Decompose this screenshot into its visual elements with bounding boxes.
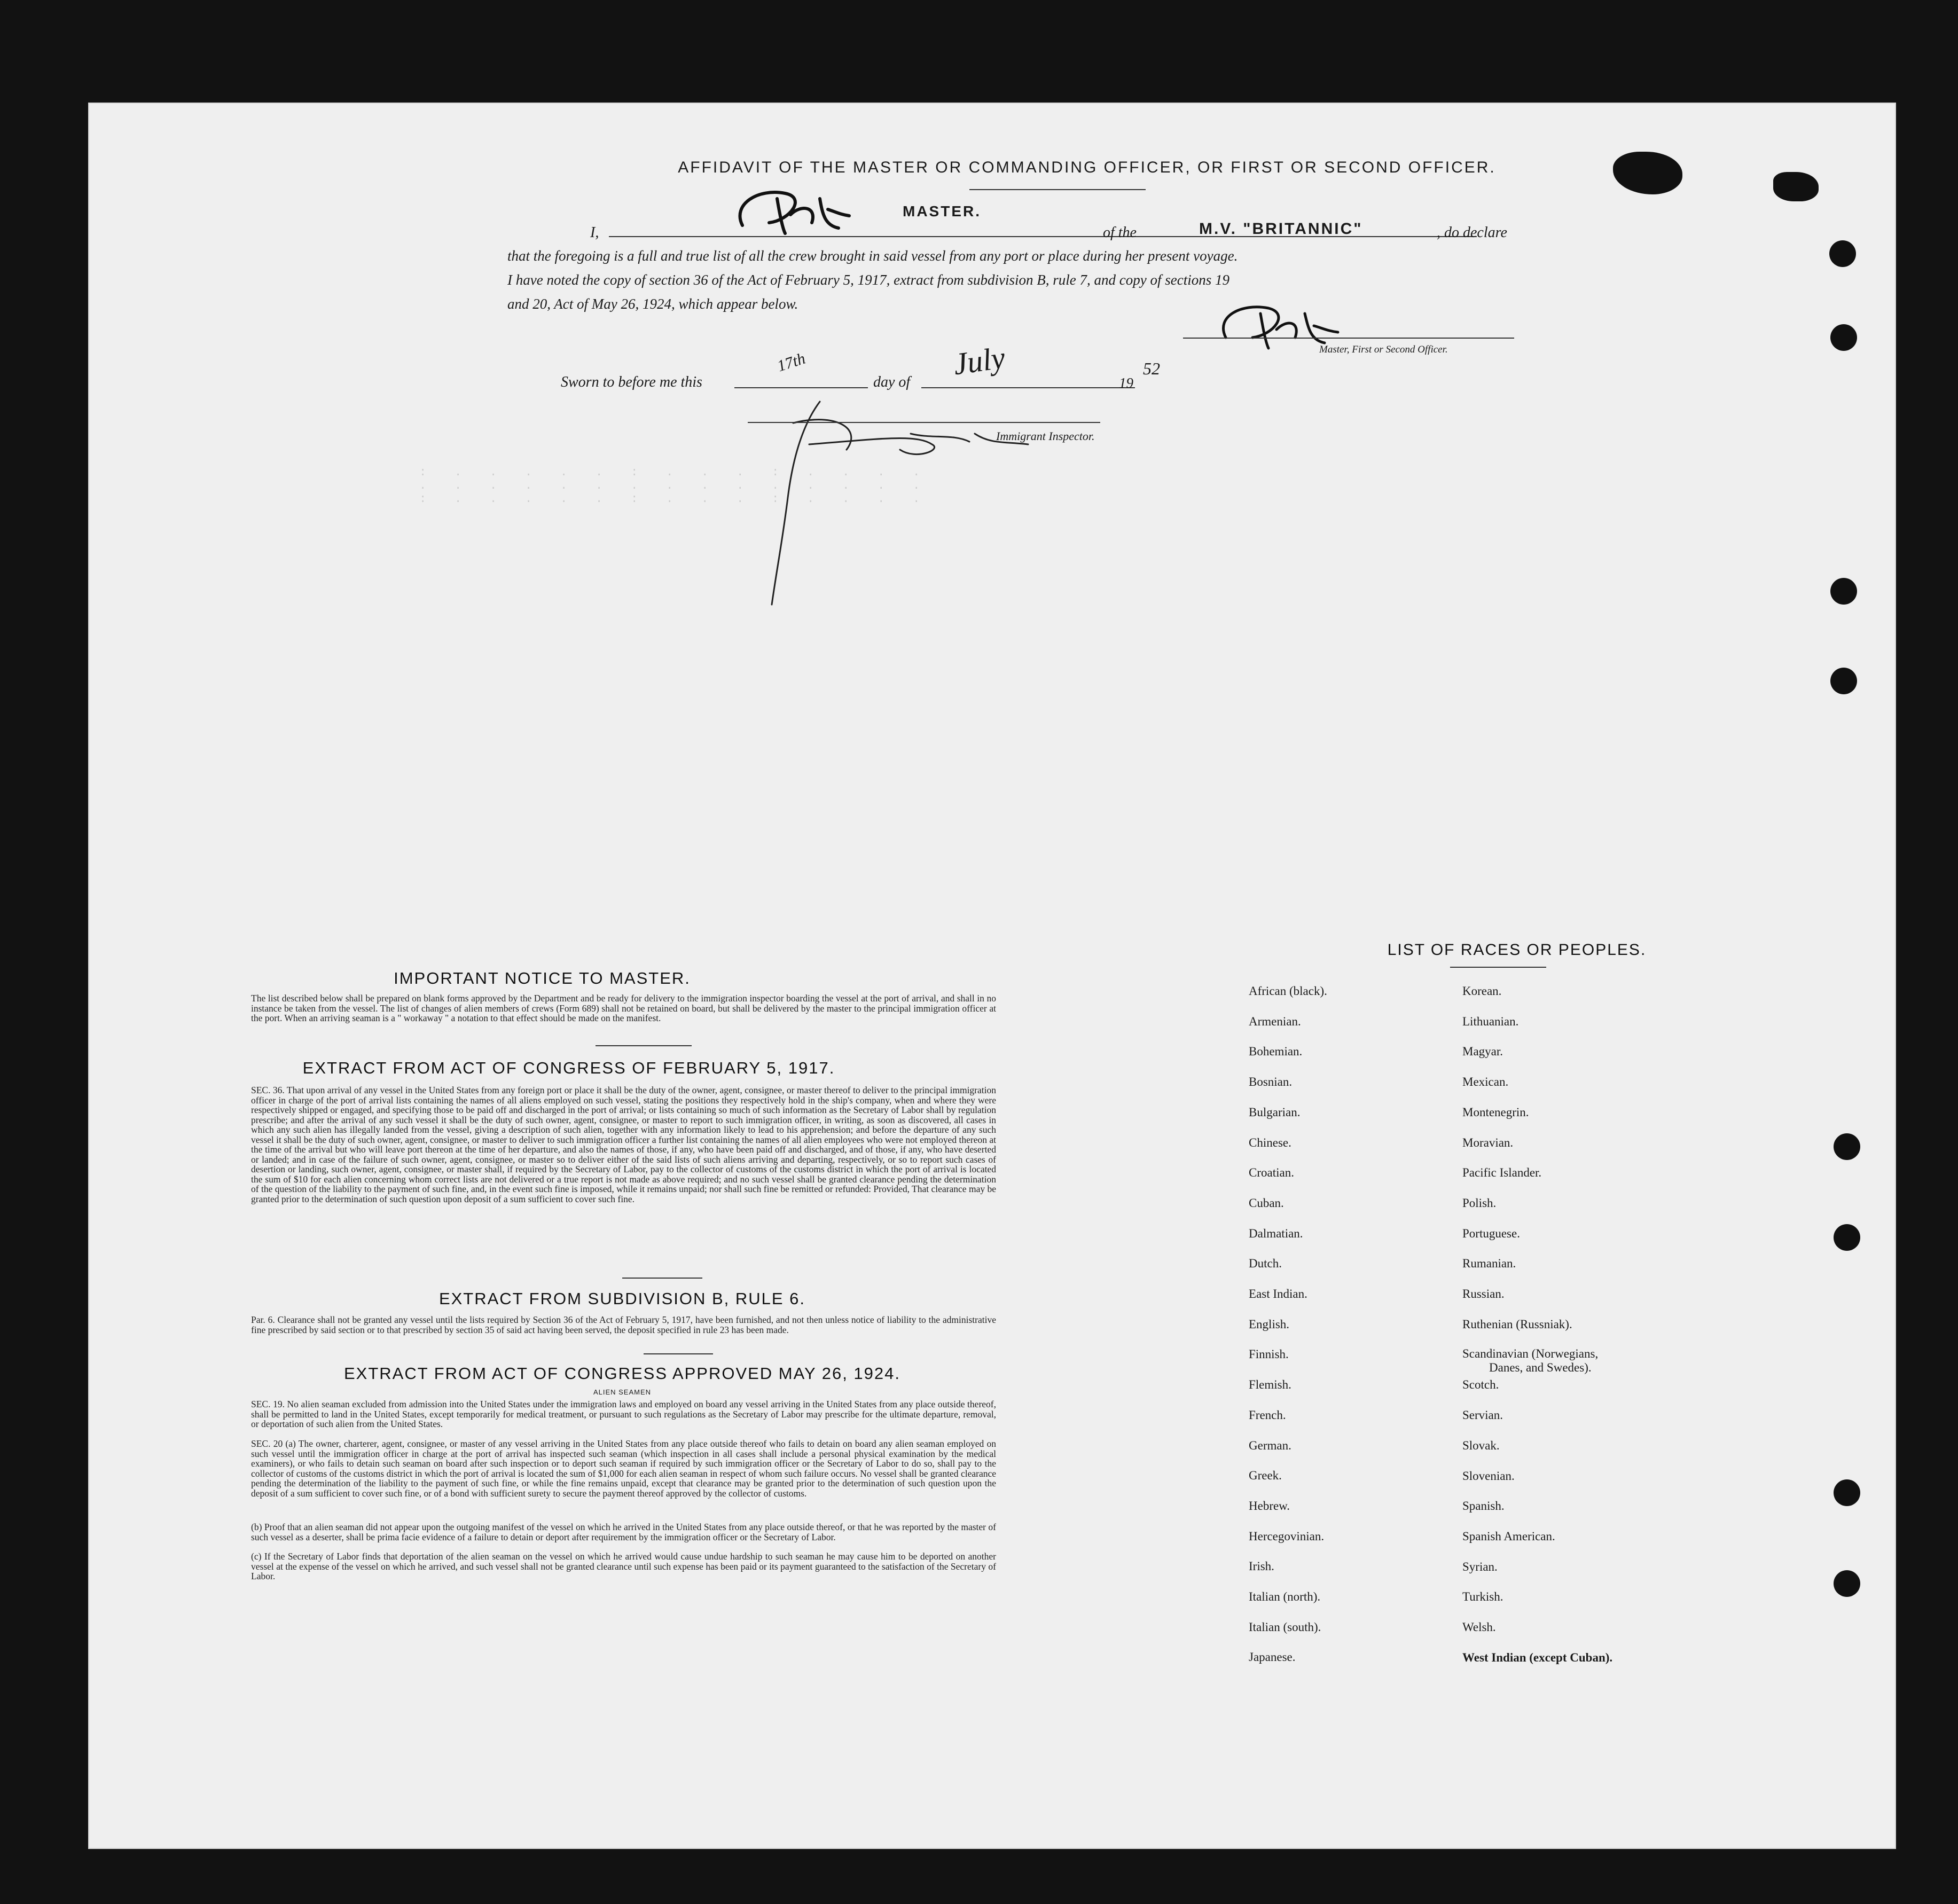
notice-text: The list described below shall be prepared on blank forms approved by the Department and be ready for delivery to the immigration inspector boarding the vessel at the port of arrival, and shall in no instance be taken from the vessel. The list of changes of alien members of crews (Form 689) shall not be retained on board, but shall be delivered by the master to the principal immigration officer at the port. When an arriving seaman is a " workaway " a notation to that effect should be made on the manifest. [251,993,996,1023]
notice-title: IMPORTANT NOTICE TO MASTER. [394,969,691,988]
race-item: East Indian. [1249,1287,1307,1301]
inspector-caption: Immigrant Inspector. [996,429,1095,443]
punch-hole [1829,240,1856,267]
bleed-through-text: : . . . . . : . . . : . . . . . . . . . . . . . . . . . . . : . . . . . : . . . : . . . . [419,466,920,506]
race-item: English. [1249,1317,1290,1331]
race-item: Italian (north). [1249,1590,1321,1604]
punch-hole [1834,1479,1860,1506]
race-item: Chinese. [1249,1135,1291,1149]
extract-1924-sec19: SEC. 19. No alien seaman excluded from admission into the United States under the immigration laws and employed on board any vessel arriving in the United States from any place outside thereof, shall be permitted to land in the United States, except temporarily for medical treatment, or pursuant to such regulations as the Secretary of Labor may prescribe for the ultimate departure, removal, or deportation of such alien from the United States. [251,1399,996,1429]
race-item: Armenian. [1249,1014,1301,1028]
extract-1924-title: EXTRACT FROM ACT OF CONGRESS APPROVED MAY 26, 1924. [343,1364,901,1383]
race-item: Welsh. [1462,1620,1496,1634]
punch-hole [1834,1570,1860,1597]
extract-1924-sec20b: (b) Proof that an alien seaman did not appear upon the outgoing manifest of the vessel on which he arrived in the United States from any place outside thereof, or that he was reported by the master of such vessel as a deserter, shall be prima facie evidence of a failure to detain or deport after requirement by the immigration officer or the Secretary of Labor. [251,1522,996,1542]
day-of-label: day of [873,374,911,390]
extract-1924-subtitle: ALIEN SEAMEN [593,1388,652,1396]
extract-1924-sec20a: SEC. 20 (a) The owner, charterer, agent, consignee, or master of any vessel arriving in the United States from any place outside thereof who fails to detain on board any alien seaman employed on such vessel until the immigration officer in charge at the port of arrival has inspected such seaman (which inspection in all cases shall include a personal physical examination by the medical examiners), or who fails to detain such seaman on board after such inspection or to deport such seaman if required by such immigration officer or the Secretary of Labor to do so, shall pay to the collector of customs of the customs district in which the port of arrival is located the sum of $1,000 for each alien seaman in respect of whom such failure occurs. No vessel shall be granted clearance pending the determination of the liability to the payment of such fine, or while the fine remains unpaid, except that clearance may be granted prior to the determination of such question upon the deposit of a sum sufficient to cover such fine, or of a bond with sufficient surety to secure the payment thereof approved by the collector of customs. [251,1438,996,1499]
affidavit-line3: I have noted the copy of section 36 of the Act of February 5, 1917, extract from subdivision B, rule 7, and copy of sections 19 [507,272,1229,288]
race-item: German. [1249,1438,1291,1452]
race-item: Slovak. [1462,1438,1500,1452]
race-item: Bulgarian. [1249,1105,1301,1119]
ink-blot [1773,172,1819,201]
race-item: Mexican. [1462,1075,1509,1089]
inspector-signature [740,391,1039,615]
extract-1917-rule [622,1278,702,1279]
punch-hole [1830,668,1857,694]
race-item: Flemish. [1249,1378,1291,1392]
extract-1917-title: EXTRACT FROM ACT OF CONGRESS OF FEBRUARY 5, 1917. [302,1059,835,1077]
extract-rule6-rule [644,1353,713,1354]
of-the-label: of the [1103,224,1137,241]
race-item: Pacific Islander. [1462,1166,1542,1180]
race-item: Korean. [1462,984,1502,998]
race-item: Slovenian. [1462,1469,1515,1483]
master-name-line [609,236,1175,237]
manifest-sheet [88,103,1896,1849]
sworn-month: July [951,340,1007,382]
race-item: Dalmatian. [1249,1226,1303,1240]
master-signature-top [726,183,855,241]
race-item: Hebrew. [1249,1499,1290,1513]
race-item: Moravian. [1462,1135,1514,1149]
ink-blot [1613,152,1682,194]
race-item: Italian (south). [1249,1620,1321,1634]
punch-hole [1834,1224,1860,1251]
race-item: Russian. [1462,1287,1505,1301]
races-right-column [1462,976,1612,1673]
race-item: Croatian. [1249,1166,1294,1180]
affidavit-line2: that the foregoing is a full and true list of all the crew brought in said vessel from any port or place during her present voyage. [507,248,1238,264]
year-suffix: 52 [1143,359,1160,378]
races-left-column [1249,976,1327,1673]
race-item: Montenegrin. [1462,1105,1529,1119]
race-item: Lithuanian. [1462,1014,1519,1028]
race-item: African (black). [1249,984,1327,998]
race-item: Danes, and Swedes). [1489,1361,1592,1375]
race-item: French. [1249,1408,1286,1422]
race-item: Hercegovinian. [1249,1529,1325,1543]
race-item: Scotch. [1462,1378,1499,1392]
inspector-line [748,422,1100,423]
month-line [921,387,1135,388]
races-rule [1450,967,1546,968]
notice-rule [596,1045,692,1046]
race-item: Magyar. [1462,1045,1503,1059]
extract-rule6-text: Par. 6. Clearance shall not be granted any vessel until the lists required by Section 36 of the Act of February 5, 1917, have been furnished, and not then unless notice of liability to the administrative fine prescribed by said section or to that prescribed by section 35 of said act having been served, the deposit specified in rule 23 has been made. [251,1314,996,1335]
officer-signature-line [1183,338,1514,339]
race-item: Bosnian. [1249,1075,1293,1089]
master-label: MASTER. [903,203,981,220]
race-item: Greek. [1249,1469,1282,1483]
title-underline [969,189,1146,190]
race-item: Servian. [1462,1408,1503,1422]
affidavit-title: AFFIDAVIT OF THE MASTER OR COMMANDING OFFICER, OR FIRST OR SECOND OFFICER. [678,159,1496,176]
punch-hole [1830,324,1857,351]
race-item: Spanish. [1462,1499,1505,1513]
race-item: Turkish. [1462,1590,1503,1604]
race-item: Polish. [1462,1196,1497,1210]
i-label: I, [590,224,599,241]
sworn-label: Sworn to before me this [561,374,702,390]
race-item: Finnish. [1249,1347,1289,1361]
affidavit-line4: and 20, Act of May 26, 1924, which appear below. [507,296,798,312]
vessel-name: M.V. "BRITANNIC" [1199,220,1363,238]
race-item: Rumanian. [1462,1257,1516,1271]
extract-1924-sec20c: (c) If the Secretary of Labor finds that deportation of the alien seaman on the vessel on which he arrived would cause undue hardship to such seaman he may cause him to be deported on another vessel at the expense of the vessel on which he arrived, and such vessel shall not be granted clearance until such expense has been paid or its payment guaranteed to the satisfaction of the Secretary of Labor. [251,1551,996,1581]
officer-caption: Master, First or Second Officer. [1319,344,1448,355]
punch-hole [1834,1133,1860,1160]
race-item: Cuban. [1249,1196,1284,1210]
race-item: Dutch. [1249,1257,1282,1271]
extract-1917-text: SEC. 36. That upon arrival of any vessel in the United States from any foreign port or place it shall be the duty of the owner, agent, consignee, or master thereof to deliver to the principal immigration officer in charge of the port of arrival lists containing the names of all aliens employed on such vessel, stating the positions they respectively hold in the ship's company, when and where they were respectively shipped or engaged, and specifying those to be paid off and discharged in the port of arrival; or lists containing so much of such information as the Secretary of Labor shall by regulation prescribe; and after the arrival of any such vessel it shall be the duty of such owner, agent, consignee, or master to report to such immigration officer, in writing, as soon as discovered, all cases in which any such alien has illegally landed from the vessel, giving a description of such alien, together with any information likely to lead to his apprehension; and before the departure of any such vessel it shall be the duty of such owner, agent, consignee, or master to deliver to such immigration officer a further list containing the names of all alien employees who were not employed thereon at the time of the arrival but who will leave port thereon at the time of her departure, and also the names of those, if any, who have been paid off and discharged, and of those, if any, who have deserted or landed; and in case of the failure of such owner, agent, consignee, or master so to deliver either of the said lists of such aliens arriving and departing, respectively, or so to report such cases of desertion or landing, such owner, agent, consignee, or master shall, if required by the Secretary of Labor, pay to the collector of customs of the customs district in which the port of arrival is located the sum of $10 for each alien concerning whom correct lists are not delivered or a true report is not made as above required; and no such vessel shall be granted clearance pending the determination of the question of the liability to the payment of such fine, and, in the event such fine is imposed, while it remains unpaid; nor shall such fine be remitted or refunded: Provided, That clearance may be granted prior to the determination of such question upon deposit of a sum sufficient to cover such fine. [251,1085,996,1204]
punch-hole [1830,578,1857,605]
sworn-day: 17th [775,349,808,375]
do-declare: , do declare [1437,224,1507,241]
race-item: Irish. [1249,1560,1274,1573]
day-line [734,387,868,388]
races-title: LIST OF RACES OR PEOPLES. [1387,941,1647,959]
extract-rule6-title: EXTRACT FROM SUBDIVISION B, RULE 6. [438,1289,806,1308]
race-item: Portuguese. [1462,1226,1520,1240]
race-item: Japanese. [1249,1650,1296,1664]
race-item: Ruthenian (Russniak). [1462,1317,1572,1331]
race-item: Spanish American. [1462,1529,1555,1543]
year-prefix: 19 [1119,375,1133,391]
race-item: Bohemian. [1249,1045,1303,1059]
race-item: West Indian (except Cuban). [1462,1650,1613,1664]
race-item: Syrian. [1462,1560,1498,1573]
race-item: Scandinavian (Norwegians, [1462,1347,1599,1361]
